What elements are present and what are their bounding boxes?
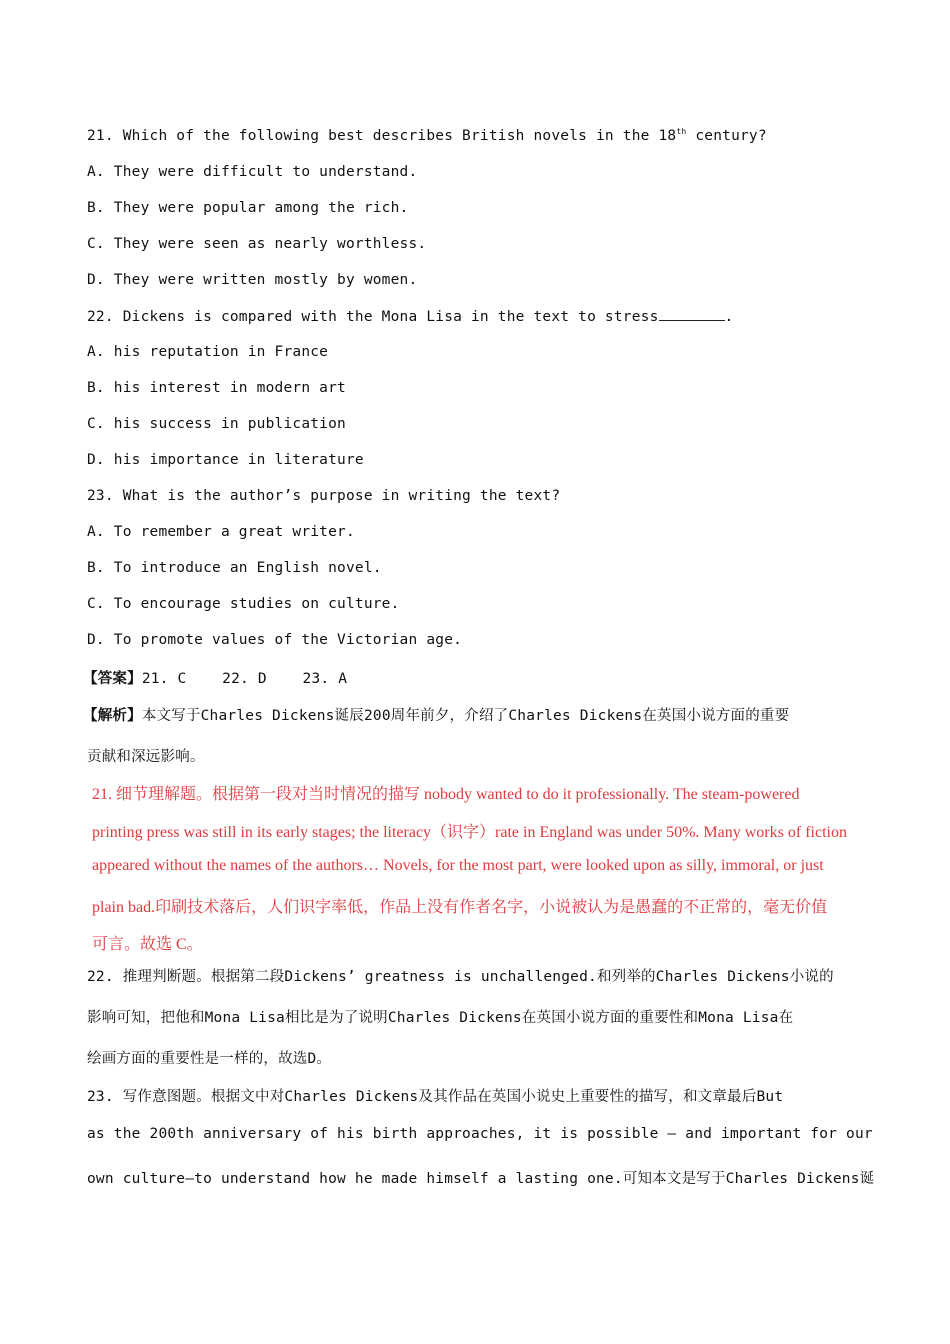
red-explanation-line-2: printing press was still in its early stages; the literacy（识字）rate in England was under 50%. Many works of fiction [92,824,847,841]
explanation-22-line-1: 22. 推理判断题。根据第二段Dickens’ greatness is unchallenged.和列举的Charles Dickens小说的 [87,969,834,985]
q21-option-d: D. They were written mostly by women. [87,272,418,288]
explanation-23-line-3: own culture—to understand how he made himself a lasting one.可知本文是写于Charles Dickens诞 [87,1171,875,1187]
q22-option-c: C. his success in publication [87,416,346,432]
explanation-22-line-3: 绘画方面的重要性是一样的，故选D。 [87,1051,332,1067]
q21-option-b: B. They were popular among the rich. [87,200,409,216]
explanation-23-line-1: 23. 写作意图题。根据文中对Charles Dickens及其作品在英国小说史上重要性的描写，和文章最后But [87,1089,784,1105]
q22-option-b: B. his interest in modern art [87,380,346,396]
red-explanation-line-5: 可言。故选 C。 [92,936,203,953]
q22-option-a: A. his reputation in France [87,344,329,360]
analysis-text: 本文写于Charles Dickens诞辰200周年前夕，介绍了Charles Dickens在英国小说方面的重要 [141,708,790,724]
question-23-stem: 23. What is the author’s purpose in writing the text? [87,488,561,504]
question-21-stem: 21. Which of the following best describes British novels in the 18th century? [87,127,767,144]
q21-option-c: C. They were seen as nearly worthless. [87,236,427,252]
answer-line [83,667,347,688]
q23-option-d: D. To promote values of the Victorian age. [87,632,463,648]
analysis-line-1 [83,704,789,725]
explanation-23-line-2: as the 200th anniversary of his birth approaches, it is possible — and important for our [87,1126,873,1142]
red-explanation-line-1: 21. 细节理解题。根据第一段对当时情况的描写 nobody wanted to do it professionally. The steam-powered [92,786,800,803]
red-explanation-line-3: appeared without the names of the authors… Novels, for the most part, were looked upon as silly, immoral, or just [92,857,824,874]
question-22-stem: 22. Dickens is compared with the Mona Lisa in the text to stress . [87,309,734,325]
q22-option-d: D. his importance in literature [87,452,364,468]
q21-option-a: A. They were difficult to understand. [87,164,418,180]
q23-option-c: C. To encourage studies on culture. [87,596,400,612]
q23-option-b: B. To introduce an English novel. [87,560,382,576]
answer-text: 21. C 22. D 23. A [141,671,348,687]
explanation-22-line-2: 影响可知，把他和Mona Lisa相比是为了说明Charles Dickens在英国小说方面的重要性和Mona Lisa在 [87,1010,794,1026]
answer-label: 【答案】 [83,671,142,687]
q23-option-a: A. To remember a great writer. [87,524,355,540]
red-explanation-line-4: plain bad.印刷技术落后，人们识字率低，作品上没有作者名字，小说被认为是愚蠢的不正常的，毫无价值 [92,899,828,916]
analysis-label: 【解析】 [83,708,142,724]
answer-blank [659,308,725,321]
analysis-line-2: 贡献和深远影响。 [87,749,205,765]
